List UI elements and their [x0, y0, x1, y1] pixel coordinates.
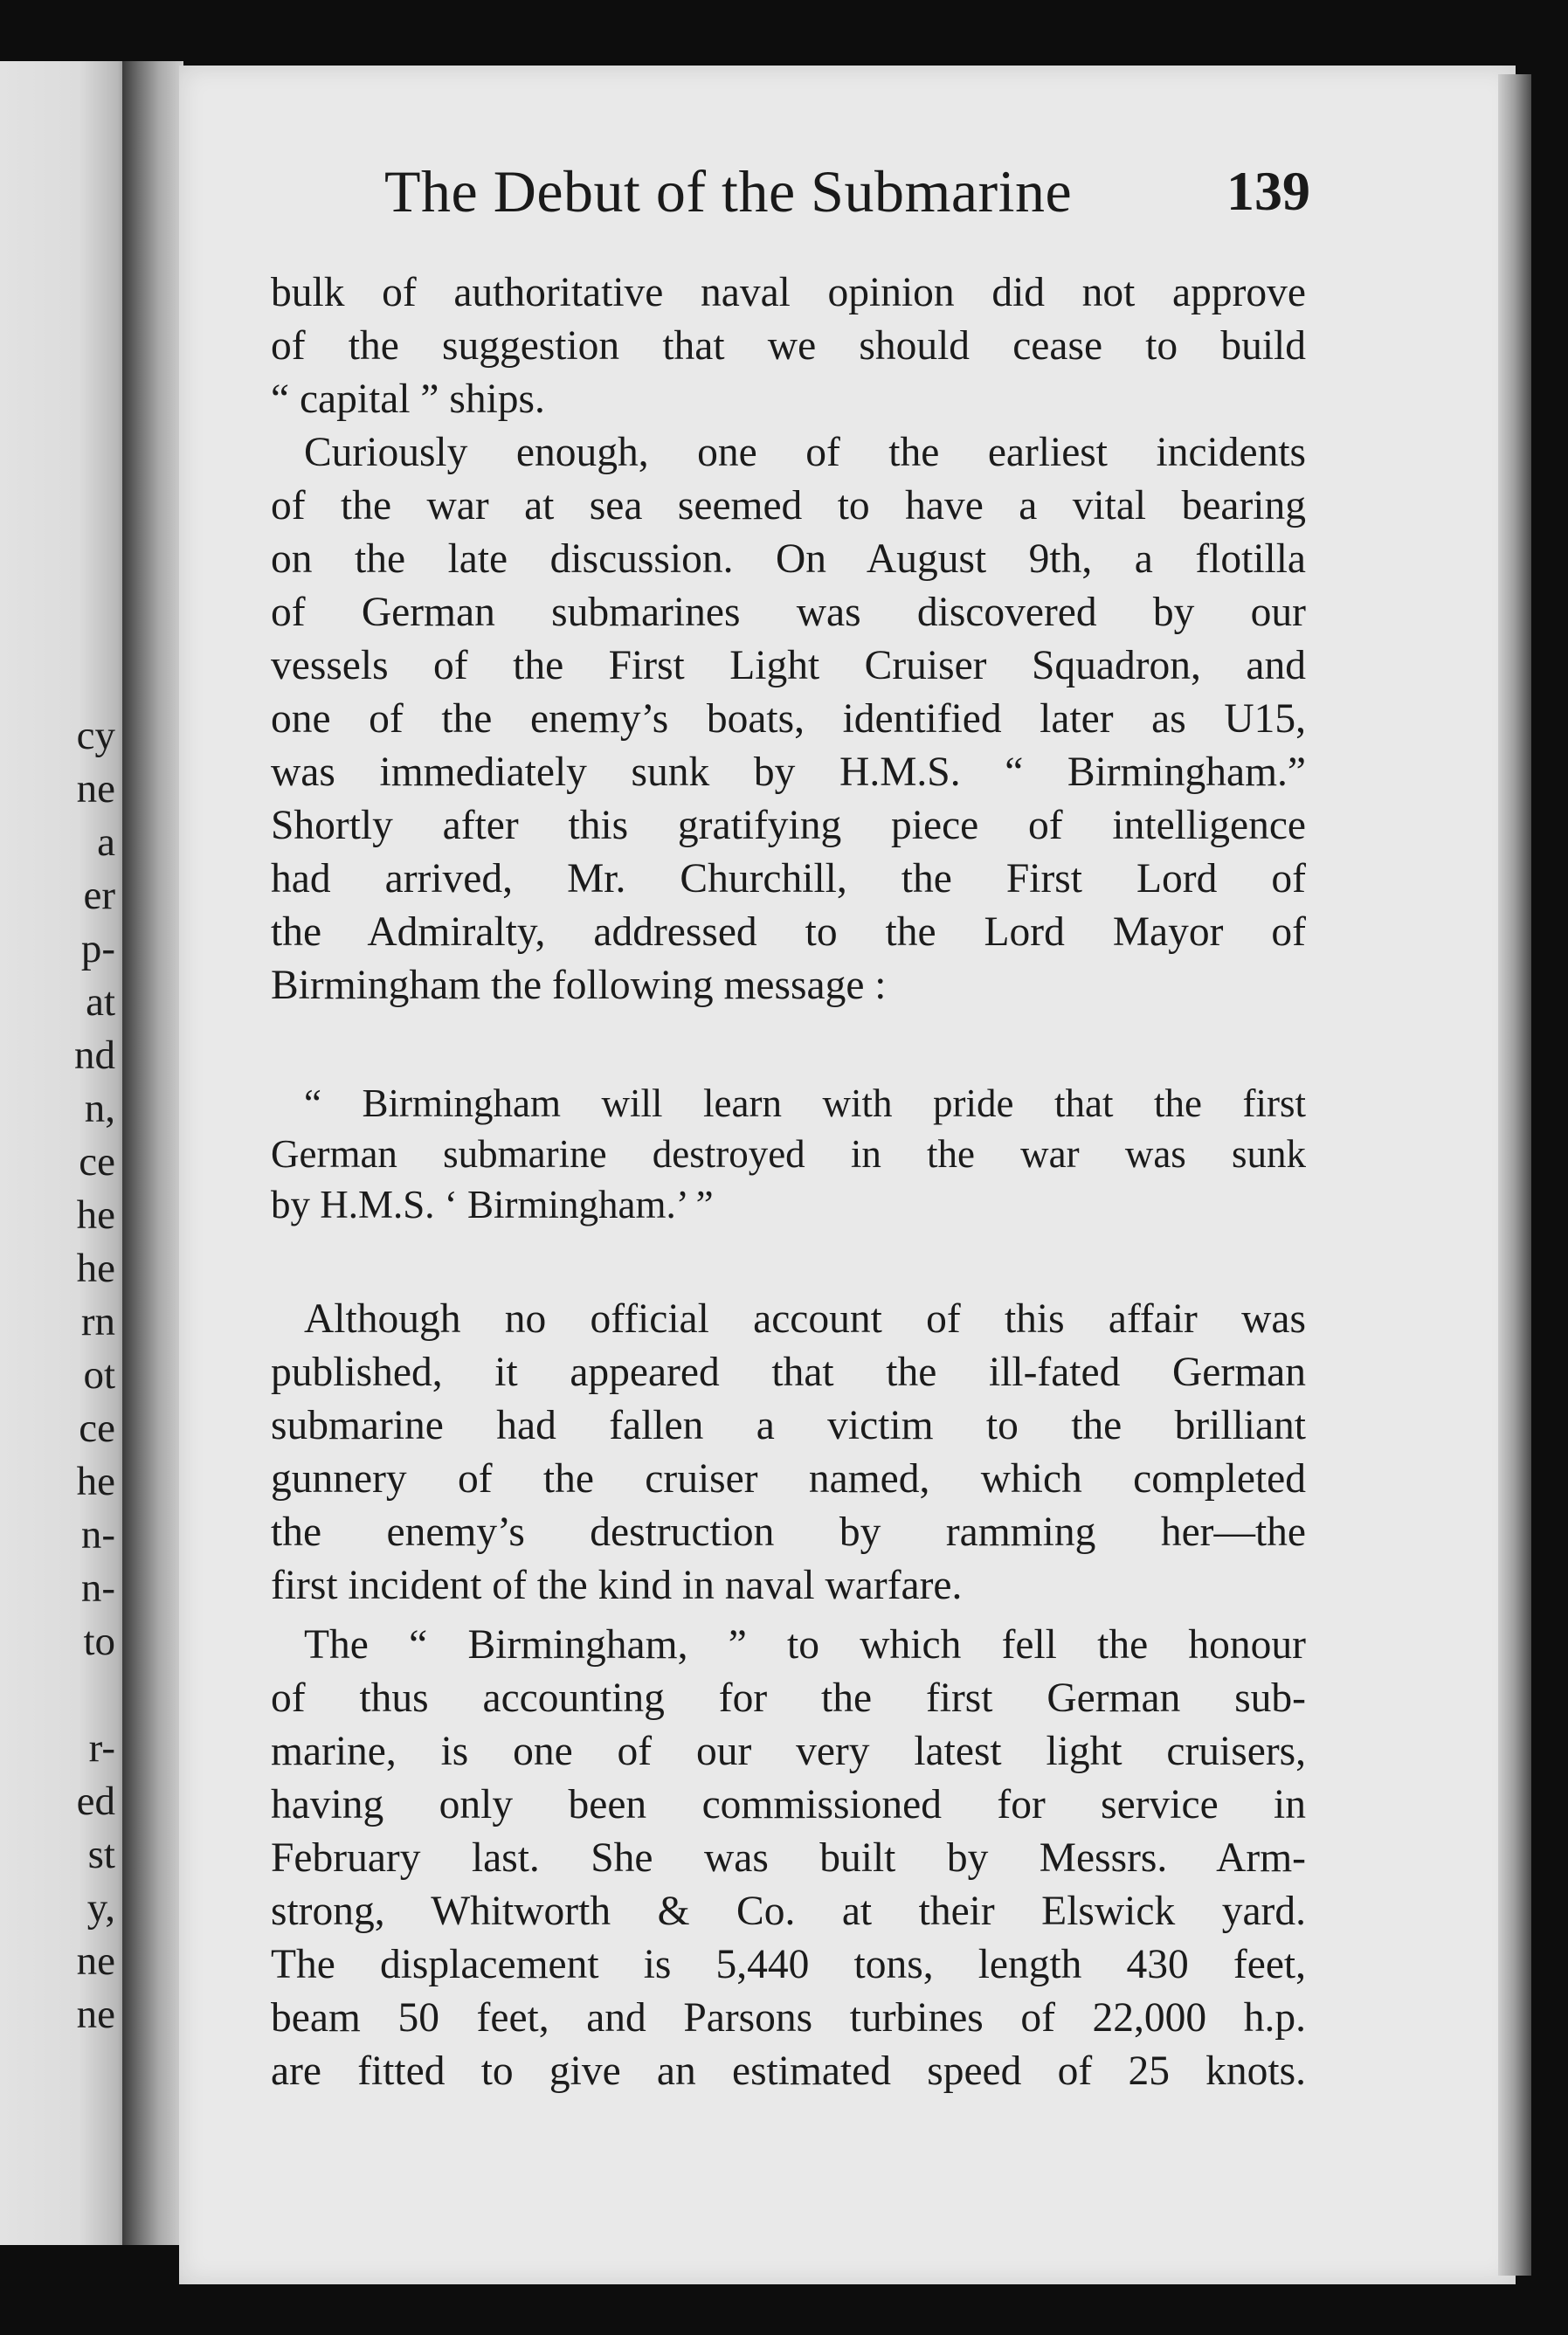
- facing-page-word: ne: [76, 1938, 115, 1984]
- text-line: of the war at sea seemed to have a vital bearing: [271, 483, 1306, 528]
- facing-page-word: n-: [80, 1512, 115, 1558]
- text-line: on the late discussion. On August 9th, a flotilla: [271, 536, 1306, 582]
- text-line: published, it appeared that the ill-fated German: [271, 1350, 1306, 1395]
- paragraph-3: [271, 1293, 1306, 1613]
- quote-line: “ Birmingham will learn with pride that the first: [304, 1081, 1306, 1125]
- text-line: was immediately sunk by H.M.S. “ Birmingham.”: [271, 750, 1306, 795]
- paragraph-4: [271, 1619, 1306, 2098]
- facing-page-word: ne: [76, 766, 115, 812]
- quote-line: German submarine destroyed in the war was sunk: [271, 1132, 1306, 1176]
- facing-page-word: n-: [80, 1565, 115, 1611]
- facing-page-word: to: [83, 1619, 115, 1664]
- text-line: February last. She was built by Messrs. Arm-: [271, 1835, 1306, 1881]
- text-line: marine, is one of our very latest light cruisers,: [271, 1729, 1306, 1774]
- facing-page-fragment: [0, 61, 131, 2245]
- text-line: of the suggestion that we should cease to build: [271, 323, 1306, 369]
- text-line: strong, Whitworth & Co. at their Elswick yard.: [271, 1889, 1306, 1934]
- block-quote: [271, 1078, 1306, 1230]
- facing-page-word: he: [76, 1192, 115, 1238]
- running-title: The Debut of the Submarine: [384, 158, 1073, 225]
- text-line: had arrived, Mr. Churchill, the First Lord of: [271, 856, 1306, 902]
- quote-line: by H.M.S. ‘ Birmingham.’ ”: [271, 1183, 714, 1226]
- facing-page-word: p-: [80, 926, 115, 971]
- facing-page-word: rn: [80, 1299, 115, 1344]
- book-gutter: [122, 61, 183, 2245]
- text-line: the Admiralty, addressed to the Lord Mayor of: [271, 909, 1306, 955]
- running-header: [384, 157, 1310, 226]
- facing-page-word: er: [83, 873, 115, 918]
- text-line: The displacement is 5,440 tons, length 430 feet,: [271, 1942, 1306, 1987]
- facing-page-word: ce: [79, 1139, 115, 1185]
- facing-page-word: he: [76, 1246, 115, 1291]
- text-line: Shortly after this gratifying piece of intelligence: [271, 803, 1306, 848]
- text-line: beam 50 feet, and Parsons turbines of 22,000 h.p.: [271, 1995, 1306, 2041]
- facing-page-word: ce: [79, 1406, 115, 1451]
- text-line: vessels of the First Light Cruiser Squadron, and: [271, 643, 1306, 688]
- text-line: Birmingham the following message :: [271, 963, 887, 1008]
- text-line: of German submarines was discovered by our: [271, 590, 1306, 635]
- facing-page-word: ne: [76, 1992, 115, 2037]
- facing-page-word: he: [76, 1459, 115, 1504]
- facing-page-word: a: [97, 819, 115, 865]
- facing-page-word: nd: [74, 1033, 115, 1078]
- text-line: are fitted to give an estimated speed of 25 knots.: [271, 2048, 1306, 2094]
- text-line: first incident of the kind in naval warfare.: [271, 1563, 963, 1608]
- facing-page-word: cy: [76, 713, 115, 758]
- text-line: of thus accounting for the first German sub-: [271, 1675, 1306, 1721]
- text-line: one of the enemy’s boats, identified later as U15,: [271, 696, 1306, 742]
- text-line: the enemy’s destruction by ramming her—the: [271, 1509, 1306, 1555]
- facing-page-word: at: [86, 979, 115, 1025]
- paragraph-2: [271, 426, 1306, 1012]
- facing-page-word: ot: [83, 1352, 115, 1398]
- text-line: The “ Birmingham, ” to which fell the honour: [304, 1622, 1306, 1668]
- text-line: “ capital ” ships.: [271, 377, 545, 422]
- text-line: bulk of authoritative naval opinion did not approve: [271, 270, 1306, 315]
- text-line: gunnery of the cruiser named, which completed: [271, 1456, 1306, 1502]
- facing-page-word: y,: [86, 1885, 115, 1931]
- facing-page-word: st: [87, 1832, 115, 1877]
- facing-page-word: n,: [84, 1086, 115, 1131]
- text-line: Curiously enough, one of the earliest incidents: [304, 430, 1306, 475]
- text-line: submarine had fallen a victim to the brilliant: [271, 1403, 1306, 1448]
- paragraph-1: [271, 266, 1306, 426]
- page-edge: [1498, 74, 1531, 2276]
- text-line: Although no official account of this affair was: [304, 1296, 1306, 1342]
- facing-page-word: ed: [76, 1779, 115, 1824]
- text-line: having only been commissioned for service in: [271, 1782, 1306, 1827]
- facing-page-word: r-: [88, 1725, 115, 1771]
- page-number: 139: [1226, 160, 1310, 222]
